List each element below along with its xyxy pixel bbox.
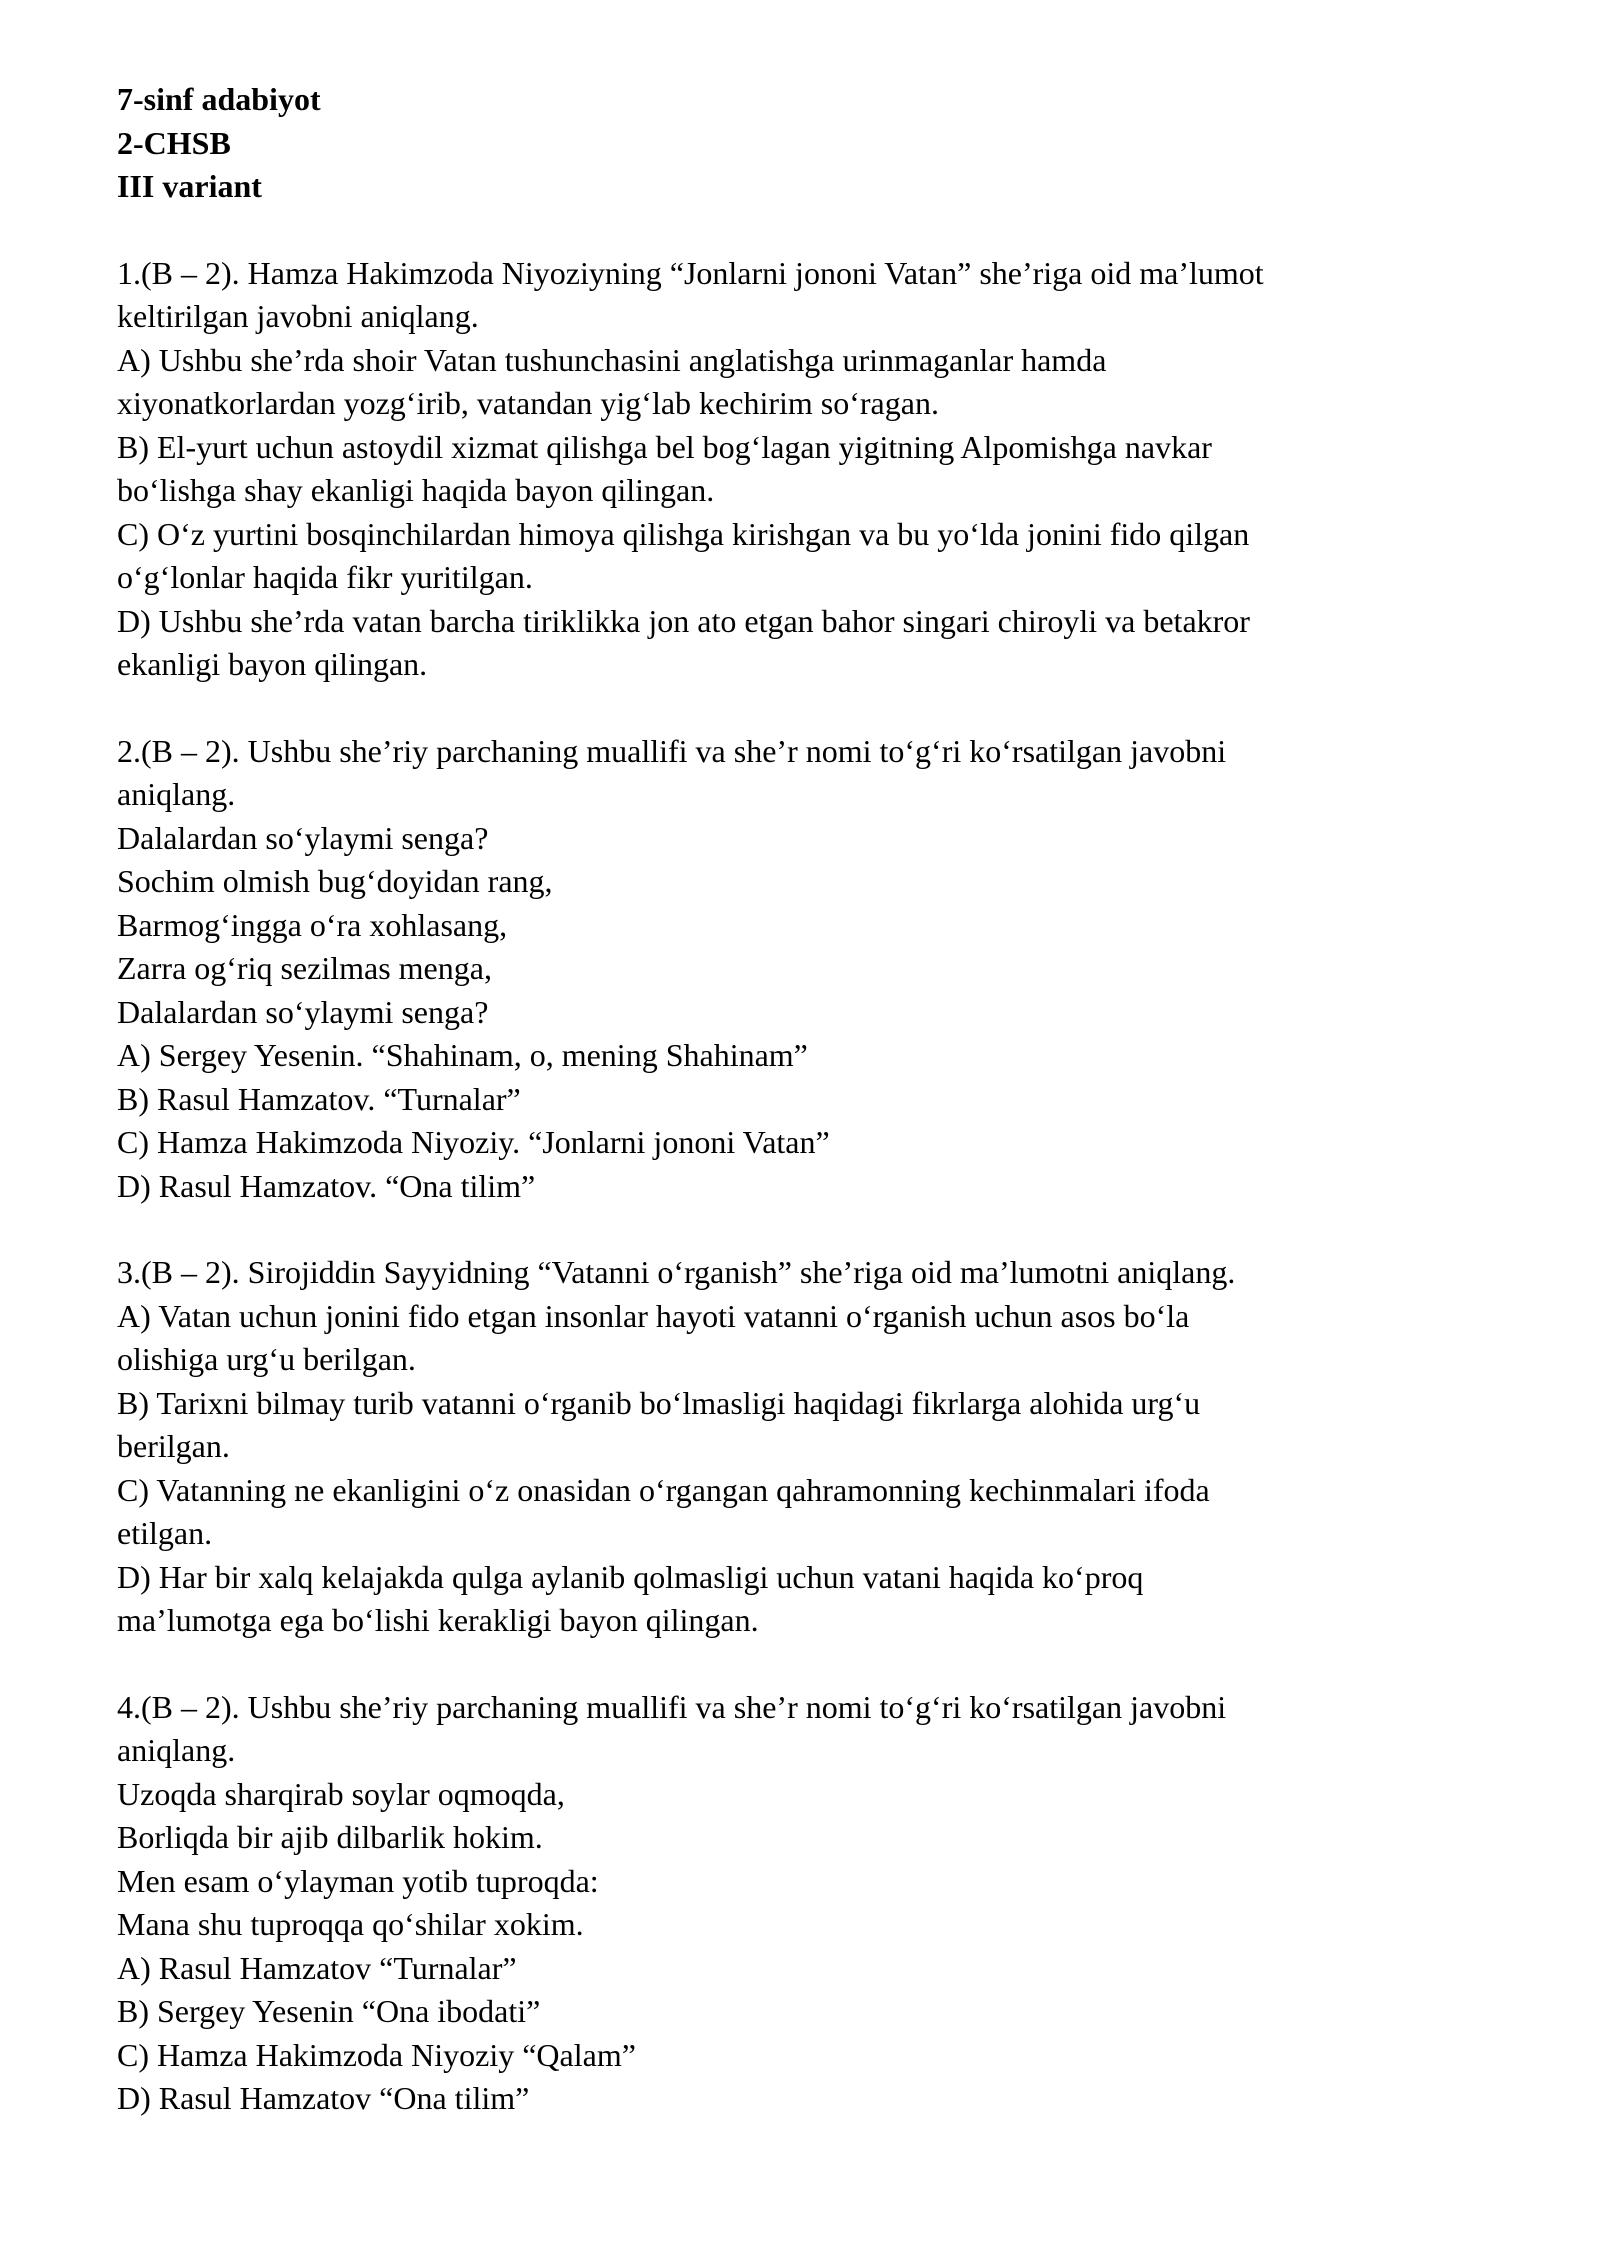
question-1-line: xiyonatkorlardan yozg‘irib, vatandan yig‘lab kechirim so‘ragan. (117, 385, 939, 421)
question-3-line: 3.(B – 2). Sirojiddin Sayyidning “Vatanni o‘rganish” she’riga oid ma’lumotni aniqlang. (117, 1254, 1236, 1290)
question-2-line: C) Hamza Hakimzoda Niyoziy. “Jonlarni jononi Vatan” (117, 1124, 830, 1160)
question-3-line: B) Tarixni bilmay turib vatanni o‘rganib bo‘lmasligi haqidagi fikrlarga alohida urg‘u (117, 1384, 1201, 1421)
question-1-line: ekanligi bayon qilingan. (117, 646, 428, 682)
question-3-line: A) Vatan uchun jonini fido etgan insonlar hayoti vatanni o‘rganish uchun asos bo‘la (117, 1297, 1190, 1334)
question-4-line: Uzoqda sharqirab soylar oqmoqda, (117, 1775, 565, 1812)
question-1-line: A) Ushbu she’rda shoir Vatan tushunchasini anglatishga urinmaganlar hamda (117, 341, 1107, 378)
question-2 (117, 730, 1497, 1209)
question-4-line: Borliqda bir ajib dilbarlik hokim. (117, 1819, 543, 1855)
question-3-line: olishiga urg‘u berilgan. (117, 1341, 416, 1377)
header-test-type: 2-CHSB (117, 124, 231, 161)
question-4-line: D) Rasul Hamzatov “Ona tilim” (117, 2080, 530, 2116)
header-subject: 7-sinf adabiyot (117, 81, 321, 117)
document-header (117, 78, 1497, 209)
question-4-line: 4.(B – 2). Ushbu she’riy parchaning muallifi va she’r nomi to‘g‘ri ko‘rsatilgan javobni (117, 1688, 1227, 1725)
document-page (117, 78, 1497, 2164)
question-2-line: Dalalardan so‘ylaymi senga? (117, 819, 489, 856)
question-1 (117, 252, 1497, 687)
question-1-line: o‘g‘lonlar haqida fikr yuritilgan. (117, 559, 533, 595)
question-3-line: D) Har bir xalq kelajakda qulga aylanib qolmasligi uchun vatani haqida ko‘proq (117, 1558, 1144, 1595)
question-4-line: aniqlang. (117, 1732, 236, 1768)
question-4 (117, 1686, 1497, 2121)
question-1-line: D) Ushbu she’rda vatan barcha tiriklikka jon ato etgan bahor singari chiroyli va betakror (117, 602, 1250, 639)
question-2-line: D) Rasul Hamzatov. “Ona tilim” (117, 1167, 536, 1204)
questions-list (117, 252, 1497, 2121)
header-variant: III variant (117, 168, 262, 204)
question-3-line: berilgan. (117, 1428, 230, 1464)
question-1-line: keltirilgan javobni aniqlang. (117, 298, 479, 334)
question-2-line: A) Sergey Yesenin. “Shahinam, o, mening Shahinam” (117, 1037, 808, 1073)
question-1-line: bo‘lishga shay ekanligi haqida bayon qilingan. (117, 472, 715, 508)
question-2-line: Barmog‘ingga o‘ra xohlasang, (117, 906, 508, 943)
question-1-line: B) El-yurt uchun astoydil xizmat qilishga bel bog‘lagan yigitning Alpomishga navkar (117, 428, 1212, 465)
question-3-line: ma’lumotga ega bo‘lishi kerakligi bayon qilingan. (117, 1602, 759, 1638)
question-3-line: etilgan. (117, 1515, 213, 1551)
question-4-line: Men esam o‘ylayman yotib tuproqda: (117, 1862, 599, 1899)
question-2-line: Zarra og‘riq sezilmas menga, (117, 950, 492, 986)
question-4-line: Mana shu tuproqqa qo‘shilar xokim. (117, 1906, 584, 1942)
question-4-line: A) Rasul Hamzatov “Turnalar” (117, 1949, 517, 1986)
question-4-line: B) Sergey Yesenin “Ona ibodati” (117, 1993, 541, 2029)
question-3 (117, 1251, 1497, 1643)
question-2-line: B) Rasul Hamzatov. “Turnalar” (117, 1080, 521, 1117)
question-2-line: Dalalardan so‘ylaymi senga? (117, 993, 489, 1030)
question-2-line: aniqlang. (117, 776, 236, 812)
question-1-line: C) O‘z yurtini bosqinchilardan himoya qilishga kirishgan va bu yo‘lda jonini fido qilgan (117, 515, 1250, 552)
question-1-line: 1.(B – 2). Hamza Hakimzoda Niyoziyning “Jonlarni jononi Vatan” she’riga oid ma’lumot (117, 254, 1264, 291)
question-2-line: Sochim olmish bug‘doyidan rang, (117, 863, 553, 899)
question-2-line: 2.(B – 2). Ushbu she’riy parchaning muallifi va she’r nomi to‘g‘ri ko‘rsatilgan javobni (117, 732, 1227, 769)
question-4-line: C) Hamza Hakimzoda Niyoziy “Qalam” (117, 2036, 636, 2073)
question-3-line: C) Vatanning ne ekanligini o‘z onasidan o‘rgangan qahramonning kechinmalari ifoda (117, 1471, 1210, 1508)
